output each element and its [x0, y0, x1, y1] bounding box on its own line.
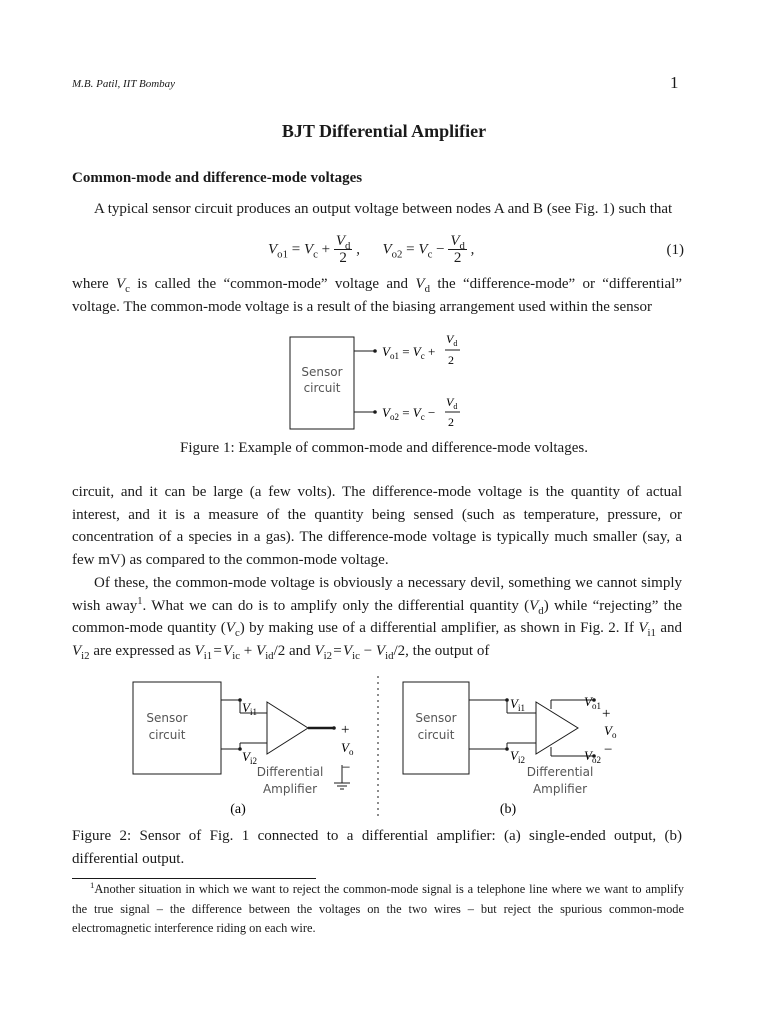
svg-text:Vo: $V_o$	[604, 723, 617, 740]
footnote: $^1$Another situation in which we want to reject the common-mode signal is a telephone line where we want to amplify the true signal – the difference between the voltages on the two wires – but reject the spurious common-mode electromagnetic interference riding on each wire.	[72, 879, 684, 935]
figure-2-caption: Figure 2: Sensor of Fig. 1 connected to a differential amplifier: (a) single-ended output, (b) differential output.	[72, 828, 682, 867]
svg-text:2: 2	[448, 415, 454, 429]
figure-1-caption: Figure 1: Example of common-mode and difference-mode voltages.	[180, 440, 588, 456]
svg-text:Amplifier: Amplifier	[532, 782, 588, 796]
equation-1: $V_{o1} = V_c$ + $\frac{V_d}{2}$ , $V_{o2} = V_c$ − $\frac{V_d}{2}$ , (1)	[268, 233, 684, 266]
footnote-rule	[72, 878, 316, 879]
svg-text:circuit: circuit	[417, 728, 455, 742]
svg-text:+: +	[341, 722, 350, 738]
vo2-label: $V_{o2} = V_c$ −	[382, 405, 436, 422]
section-heading: Common-mode and difference-mode voltages	[72, 170, 363, 186]
amplifier-symbol-b	[536, 702, 578, 754]
paragraph-sensor-interest: circuit, and it can be large (a few volts). The difference-mode voltage is the quantity of actual interest, and it is a measure of the quantity being sensed (such as temperature, pressure, or concentration of a species in a gas). The difference-mode voltage is typically much smaller (say, a few mV) as compared to the common-mode voltage.	[72, 484, 682, 569]
svg-text:Sensor: Sensor	[146, 711, 188, 725]
svg-text:Differential: Differential	[526, 765, 594, 779]
footnote-number: 1	[90, 879, 95, 890]
svg-text:Vi1: $V_{i1}$	[510, 696, 525, 713]
figure-2-diagram	[120, 672, 640, 822]
figure-2a-label: (a)	[230, 802, 246, 817]
figure-2a	[133, 682, 354, 817]
svg-text:Vi2: $V_{i2}$	[242, 749, 257, 766]
svg-text:Vo: $V_o$	[341, 740, 354, 757]
footnote-marker: 1	[137, 595, 143, 607]
sensor-label-line2: circuit	[303, 381, 341, 395]
svg-text:Amplifier: Amplifier	[262, 782, 318, 796]
paper-title: BJT Differential Amplifier	[281, 121, 487, 141]
svg-text:circuit: circuit	[148, 728, 186, 742]
amplifier-symbol-a	[267, 702, 308, 754]
svg-text:Vo2: $V_{o2}$	[584, 748, 601, 765]
page-number: 1	[670, 73, 679, 92]
vd-numerator-1: $V_d$	[446, 332, 458, 348]
sensor-label-line1: Sensor	[301, 365, 343, 379]
figure-2b-label: (b)	[499, 802, 517, 817]
svg-text:+: +	[602, 706, 611, 722]
running-header-author: M.B. Patil, IIT Bombay	[72, 78, 176, 90]
vd-numerator-2: $V_d$	[446, 395, 458, 411]
svg-text:−: −	[604, 742, 613, 758]
svg-text:−: −	[342, 760, 351, 776]
paragraph-intro: A typical sensor circuit produces an output voltage between nodes A and B (see Fig. 1) such that	[94, 201, 673, 217]
svg-text:Differential: Differential	[256, 765, 324, 779]
paragraph-definitions: where $V_c$ is called the “common-mode” voltage and $V_d$ the “difference-mode” or “differential” voltage. The common-mode voltage is a result of the biasing arrangement used within the sensor	[72, 276, 682, 315]
vo1-label: $V_{o1} = V_c$ +	[382, 344, 436, 361]
svg-text:Sensor: Sensor	[415, 711, 457, 725]
svg-text:Vi1: $V_{i1}$	[242, 700, 257, 717]
paragraph-common-mode-rejection: Of these, the common-mode voltage is obviously a necessary devil, something we cannot simply wish away$^1$. What we can do is to amplify only the differential quantity $(V_d)$ while “rejecting” the common-mode quantity $(V_c)$ by making use of a differential amplifier, as shown in Fig. 2. If $V_{i1}$ and $V_{i2}$ are expressed as $V_{i1}$ = $V_{ic} + V_{id}/2$ and $V_{i2}$ = $V_{ic} - V_{id}/2$, the output of	[72, 575, 682, 663]
svg-text:Vi2: $V_{i2}$	[510, 748, 525, 765]
equation-number: (1)	[666, 242, 684, 258]
figure-2b	[403, 682, 617, 817]
figure-1-diagram	[270, 328, 510, 433]
svg-text:Vo1: $V_{o1}$	[584, 694, 601, 711]
svg-text:2: 2	[448, 353, 454, 367]
